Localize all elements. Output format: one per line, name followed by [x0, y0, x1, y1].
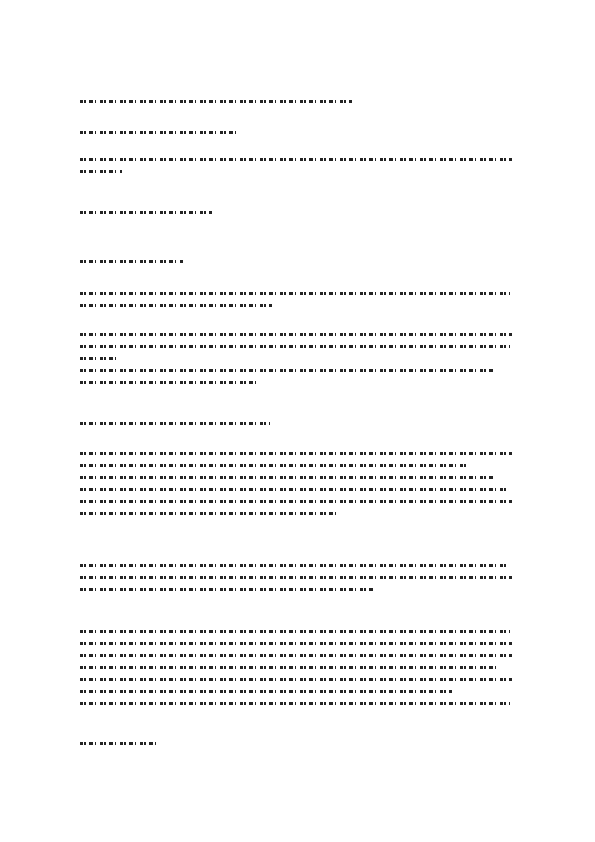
text-line: [80, 702, 510, 705]
paragraph-p9: [80, 452, 514, 524]
text-line: [80, 564, 508, 567]
text-line: [80, 576, 512, 579]
text-line: [80, 488, 508, 491]
text-line: [80, 690, 452, 693]
paragraph-p8: [80, 422, 514, 434]
text-line: [80, 345, 510, 348]
paragraph-p11: [80, 630, 514, 714]
text-line: [80, 476, 494, 479]
text-line: [80, 422, 270, 425]
paragraph-p1: [80, 100, 514, 112]
text-line: [80, 588, 374, 591]
text-line: [80, 260, 184, 263]
text-line: [80, 170, 122, 173]
text-line: [80, 452, 512, 455]
paragraph-p7: [80, 333, 514, 393]
paragraph-p6: [80, 292, 514, 316]
text-line: [80, 211, 212, 214]
text-line: [80, 630, 510, 633]
paragraph-p4: [80, 211, 514, 223]
paragraph-tail: [80, 742, 514, 754]
text-line: [80, 292, 510, 295]
text-line: [80, 357, 120, 360]
text-line: [80, 512, 336, 515]
text-line: [80, 500, 512, 503]
text-line: [80, 666, 498, 669]
paragraph-p5: [80, 260, 514, 272]
text-line: [80, 369, 494, 372]
text-line: [80, 742, 160, 745]
paragraph-p3: [80, 158, 514, 182]
text-line: [80, 678, 512, 681]
paragraph-p2: [80, 131, 514, 143]
text-line: [80, 642, 512, 645]
text-line: [80, 304, 272, 307]
text-line: [80, 158, 512, 161]
text-line: [80, 464, 466, 467]
text-line: [80, 333, 512, 336]
text-line: [80, 654, 512, 657]
paragraph-p10: [80, 564, 514, 600]
text-line: [80, 100, 352, 103]
text-line: [80, 381, 258, 384]
text-line: [80, 131, 240, 134]
